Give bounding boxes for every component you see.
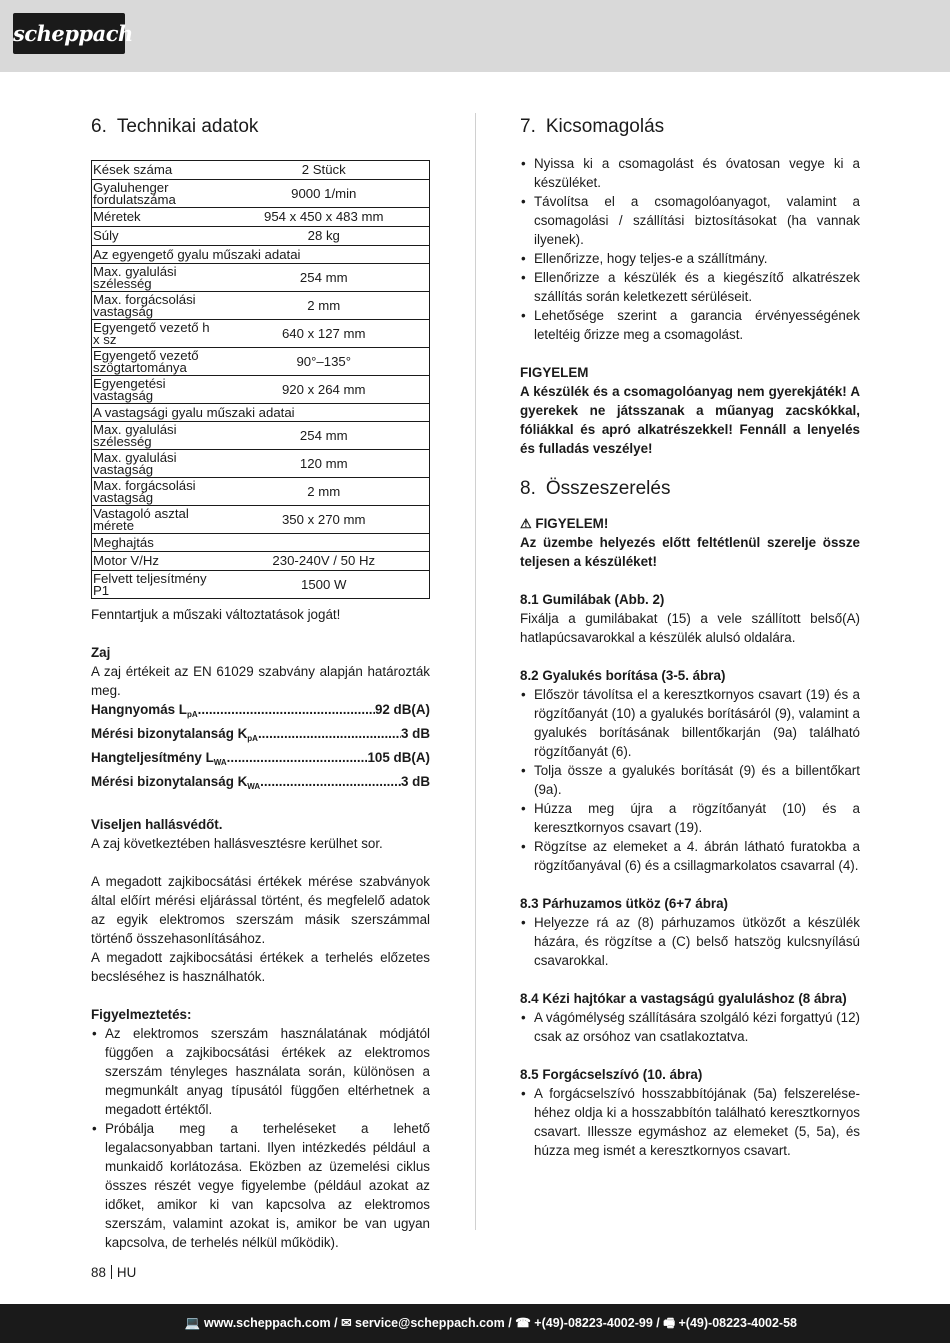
spec-value: 28 kg (218, 227, 430, 246)
spec-value: 254 mm (218, 264, 430, 292)
noise-values (91, 700, 430, 796)
spec-label: Motor V/Hz (92, 552, 218, 571)
spec-label: Súly (92, 227, 218, 246)
s82-list (520, 685, 860, 875)
spec-value: 9000 1/min (218, 180, 430, 208)
spec-label: Max. forgácsolási vastagság (92, 292, 218, 320)
spec-label: Egyengetési vastagság (92, 376, 218, 404)
spec-value: 90°–135° (218, 348, 430, 376)
unpack-list (520, 154, 860, 344)
s84-list (520, 1008, 860, 1046)
spec-label: Egyengető vezető h x sz (92, 320, 218, 348)
list-item: • Tolja össze a gyalukés borítását (9) és a billentőkart (9a). (520, 761, 860, 799)
s84-title: 8.4 Kézi hajtókar a vastagságú gyaluláshoz (8 ábra) (520, 991, 847, 1006)
spec-value: 2 mm (218, 292, 430, 320)
list-item: • Próbálja meg a terheléseket a lehető legalacsonyabban tartani. Ilyen intézkedés például a munkaidő korlátozása. Eközben az üzemelési ciklus összes részét vegye figyelembe (például azokat az időket, amikor ki van kapcsolva az elektromos szerszám, valamint azokat is, amikor be van ugyan kapcsolva, de terhelés nélkül működik). (91, 1119, 430, 1252)
section-7-heading: 7. Kicsomagolás (520, 116, 665, 137)
spec-label: Max. gyalulási szélesség (92, 422, 218, 450)
measurement-text-2: A megadott zajkibocsátási értékek a terhelés előzetes becsléséhez is használhatók. (91, 950, 430, 984)
list-item: • Nyissa ki a csomagolást és óvatosan vegye ki a készüléket. (520, 154, 860, 192)
table-row (92, 227, 430, 246)
list-item: • Húzza meg újra a rögzítőanyát (10) és a keresztkornyos csavart (19). (520, 799, 860, 837)
spec-value: 120 mm (218, 450, 430, 478)
table-row (92, 422, 430, 450)
noise-row: Hangteljesítmény $L_{WA}$ ..... 105 dB(A) (91, 748, 430, 772)
fax-number: +(49)-08223-4002-58 (678, 1316, 797, 1330)
warning-triangle-icon: ⚠ (520, 516, 532, 531)
contact-footer: 💻 www.scheppach.com / ✉ service@scheppach.com / ☎ +(49)-08223-4002-99 / 🖷 +(49)-08223-4002-58 (0, 1304, 950, 1343)
left-column (91, 114, 430, 1252)
s81-text: Fixálja a gumilábakat (15) a vele szállított belső(A) hatlapúcsavarokkal a készülék alulsó oldalára. (520, 611, 860, 645)
website-link[interactable]: www.scheppach.com (203, 1316, 331, 1330)
spec-value: 2 Stück (218, 161, 430, 180)
noise-row: Hangnyomás $L_{pA}$ ..... 92 dB(A) (91, 700, 430, 724)
email-link[interactable]: service@scheppach.com (355, 1316, 505, 1330)
table-row (92, 478, 430, 506)
specs-table (91, 160, 430, 599)
spec-label: Max. gyalulási vastagság (92, 450, 218, 478)
spec-label: Max. gyalulási szélesség (92, 264, 218, 292)
assembly-warning-title: ⚠ FIGYELEM! (520, 516, 609, 531)
list-item: • Először távolítsa el a keresztkornyos csavart (19) és a rögzítőanyát (10) a gyalukés borításáról (9), valamint a gyalukés borításának billentőkarján (9a) található rögzítőanyát (6). (520, 685, 860, 761)
s85-list (520, 1084, 860, 1160)
figyelem-title: FIGYELEM (520, 365, 589, 380)
spec-label: Gyaluhenger fordulatszáma (92, 180, 218, 208)
assembly-warning-text: Az üzembe helyezés előtt feltétlenül szerelje össze teljesen a készüléket! (520, 535, 860, 569)
table-row (92, 208, 430, 227)
phone-icon: ☎ (515, 1316, 531, 1330)
ear-protection-heading: Viseljen hallásvédőt. (91, 817, 223, 832)
list-item: • Helyezze rá az (8) párhuzamos ütközőt a készülék házára, és rögzítse a (C) belső hatszög kulcsnyílású csavarokkal. (520, 913, 860, 970)
s83-list (520, 913, 860, 970)
table-row (92, 264, 430, 292)
warning-list (91, 1024, 430, 1252)
list-item: • Ellenőrizze a készülék és a kiegészítő alkatrészek szállítás során keletkezett sérüléseit. (520, 268, 860, 306)
reserve-note: Fenntartjuk a műszaki változtatások jogát! (91, 607, 341, 622)
figyelem-text: A készülék és a csomagolóanyag nem gyerekjáték! A gyerekek ne játsszanak a műanyag zacskókkal, fóliákkal és apró alkatrészekkel! Fennáll a lenyelés és fulladás veszélye! (520, 384, 860, 456)
spec-label: Egyengető vezető szögtartománya (92, 348, 218, 376)
spec-value: 640 x 127 mm (218, 320, 430, 348)
table-section-label: A vastagsági gyalu műszaki adatai (92, 404, 430, 422)
spec-value: 254 mm (218, 422, 430, 450)
section-8-heading: 8. Összeszerelés (520, 478, 671, 499)
s85-title: 8.5 Forgácselszívó (10. ábra) (520, 1067, 703, 1082)
table-row (92, 161, 430, 180)
spec-value: 954 x 450 x 483 mm (218, 208, 430, 227)
table-row (92, 320, 430, 348)
table-row (92, 450, 430, 478)
list-item: • Ellenőrizze, hogy teljes-e a szállítmány. (520, 249, 860, 268)
s81-title: 8.1 Gumilábak (Abb. 2) (520, 592, 665, 607)
ear-protection-text: A zaj következtében hallásvesztésre kerülhet sor. (91, 836, 383, 851)
list-item: • Az elektromos szerszám használatának módjától függően a zajkibocsátási értékek az elektromos szerszám tényleges használata során, különösen a megmunkált anyag típusától függően eltérhetnek a megadott értéktől. (91, 1024, 430, 1119)
header-bar (0, 0, 950, 72)
noise-heading: Zaj (91, 645, 111, 660)
table-row (92, 292, 430, 320)
s83-title: 8.3 Párhuzamos ütköz (6+7 ábra) (520, 896, 728, 911)
spec-value: 1500 W (218, 571, 430, 599)
list-item: • A vágómélység szállítására szolgáló kézi forgattyú (12) csak az orsóhoz van csatlakoztatva. (520, 1008, 860, 1046)
table-row (92, 180, 430, 208)
table-section-row (92, 404, 430, 422)
measurement-text: A megadott zajkibocsátási értékek mérése szabványok által előírt mérési eljárással történt, és megfelelő adatok az egyik elektromos szerszám másik szerszámmal történő összehasonlításához. (91, 874, 430, 946)
spec-label: Max. forgácsolási vastagság (92, 478, 218, 506)
noise-text: A zaj értékeit az EN 61029 szabvány alapján határozták meg. (91, 664, 430, 698)
table-section-row (92, 534, 430, 552)
table-section-label: Az egyengető gyalu műszaki adatai (92, 246, 430, 264)
page-number: 88 HU (91, 1265, 137, 1280)
list-item: • Lehetősége szerint a garancia érvényességének leteltéig őrizze meg a csomagolást. (520, 306, 860, 344)
table-section-label: Meghajtás (92, 534, 430, 552)
mail-icon: ✉ (341, 1316, 352, 1330)
list-item: • A forgácselszívó hosszabbítójának (5a) felszerelésehéhez oldja ki a hosszabbítón található keresztkornyos csavart. Illessze egymáshoz az elemeket (5, 5a), és húzza meg ismét a keresztkornyos csavart. (520, 1084, 860, 1160)
table-row (92, 552, 430, 571)
column-divider (475, 113, 476, 1230)
table-row (92, 506, 430, 534)
warning-heading: Figyelmeztetés: (91, 1007, 192, 1022)
brand-logo: scheppach (13, 13, 125, 54)
list-item: • Rögzítse az elemeket a 4. ábrán látható furatokba a rögzítőanyával (6) és a csillagmarkolatos csavarral (4). (520, 837, 860, 875)
phone-number: +(49)-08223-4002-99 (534, 1316, 653, 1330)
spec-label: Felvett teljesítmény P1 (92, 571, 218, 599)
table-section-row (92, 246, 430, 264)
fax-icon: 🖷 (663, 1316, 676, 1330)
spec-value: 230-240V / 50 Hz (218, 552, 430, 571)
spec-label: Kések száma (92, 161, 218, 180)
list-item: • Távolítsa el a csomagolóanyagot, valamint a csomagolási / szállítási biztosításokat (ha vannak ilyenek). (520, 192, 860, 249)
right-column (520, 114, 860, 1160)
noise-row: Mérési bizonytalanság $K_{WA}$ ..... 3 dB (91, 772, 430, 796)
section-6-heading: 6. Technikai adatok (91, 116, 259, 137)
noise-row: Mérési bizonytalanság $K_{pA}$ ..... 3 dB (91, 724, 430, 748)
table-row (92, 571, 430, 599)
s82-title: 8.2 Gyalukés borítása (3-5. ábra) (520, 668, 726, 683)
table-row (92, 376, 430, 404)
spec-label: Vastagoló asztal mérete (92, 506, 218, 534)
spec-value: 350 x 270 mm (218, 506, 430, 534)
computer-icon: 💻 (184, 1316, 201, 1330)
spec-value: 2 mm (218, 478, 430, 506)
table-row (92, 348, 430, 376)
spec-label: Méretek (92, 208, 218, 227)
spec-value: 920 x 264 mm (218, 376, 430, 404)
